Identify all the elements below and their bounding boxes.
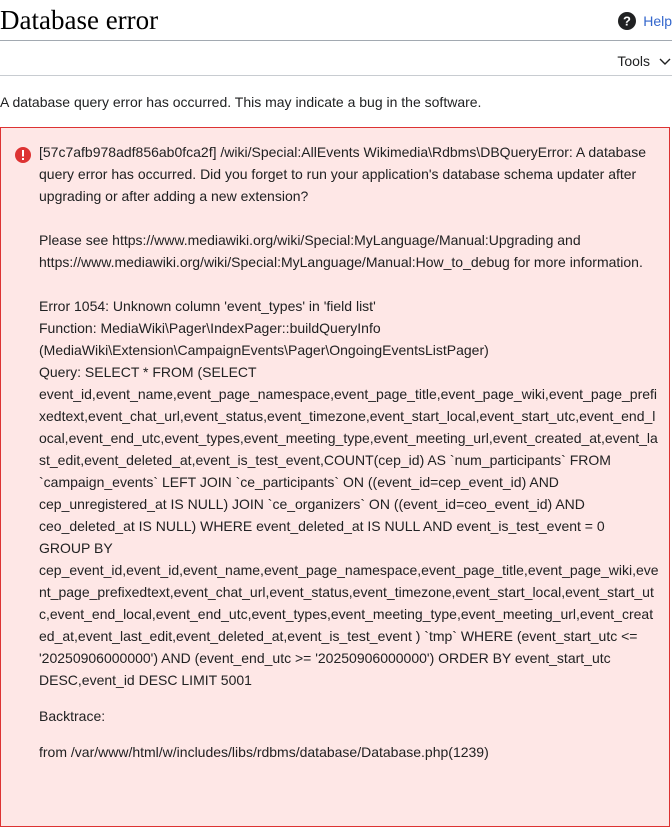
error-function-line: Function: MediaWiki\Pager\IndexPager::buildQueryInfo (MediaWiki\Extension\CampaignEvents\Pager\OngoingEventsListPager) — [39, 320, 489, 358]
page-title: Database error — [0, 5, 159, 35]
chevron-down-icon — [658, 54, 672, 68]
error-query-line: Query: SELECT * FROM (SELECT event_id,event_name,event_page_namespace,event_page_title,event_page_wiki,event_page_prefixedtext,event_chat_url,event_status,event_timezone,event_start_local,event_start_utc,event_end_local,event_end_utc,event_types,event_meeting_type,event_meeting_url,event_created_at,event_last_edit,event_deleted_at,event_is_test_event,COUNT(cep_id) AS `num_participants` FROM `campaign_events` LEFT JOIN `ce_participants` ON ((event_id=cep_event_id) AND cep_unregistered_at IS NULL) JOIN `ce_organizers` ON ((event_id=ceo_event_id) AND ceo_deleted_at IS NULL) WHERE event_deleted_at IS NULL AND event_is_test_event = 0 GROUP BY cep_event_id,event_id,event_name,event_page_namespace,event_page_title,event_page_wiki,event_page_prefixedtext,event_chat_url,event_status,event_timezone,event_start_local,event_start_utc,event_end_local,event_end_utc,event_types,event_meeting_type,event_meeting_url,event_created_at,event_last_edit,event_deleted_at,event_is_test_event ) `tmp` WHERE (event_start_utc <= '20250906000000') AND (event_end_utc >= '20250906000000') ORDER BY event_start_utc DESC,event_id DESC LIMIT 5001 — [39, 364, 659, 688]
error-summary: [57c7afb978adf856ab0fca2f] /wiki/Special:AllEvents Wikimedia\Rdbms\DBQueryError: A database query error has occurred. Did you forget to run your application's database schema updater after upgrading or after adding a new extension? — [39, 144, 646, 204]
tools-label: Tools — [617, 53, 650, 69]
backtrace-line: from /var/www/html/w/includes/libs/rdbms/database/Database.php(1239) — [39, 744, 489, 760]
error-intro-text: A database query error has occurred. This may indicate a bug in the software. — [0, 94, 482, 110]
question-circle-icon — [617, 11, 637, 31]
error-see-also: Please see https://www.mediawiki.org/wiki/Special:MyLanguage/Manual:Upgrading and https://www.mediawiki.org/wiki/Special:MyLanguage/Manual:How_to_debug for more information. — [39, 232, 643, 270]
help-link[interactable] — [617, 11, 672, 31]
error-message-box — [0, 127, 670, 827]
error-code-line: Error 1054: Unknown column 'event_types' in 'field list' — [39, 298, 376, 314]
error-details — [39, 141, 659, 763]
backtrace-label: Backtrace: — [39, 708, 106, 724]
svg-text:?: ? — [623, 13, 632, 29]
help-label: Help — [643, 13, 672, 29]
title-bar — [0, 0, 672, 41]
tools-dropdown[interactable] — [617, 53, 672, 69]
exclamation-circle-icon — [13, 145, 33, 165]
tools-bar — [0, 41, 672, 76]
